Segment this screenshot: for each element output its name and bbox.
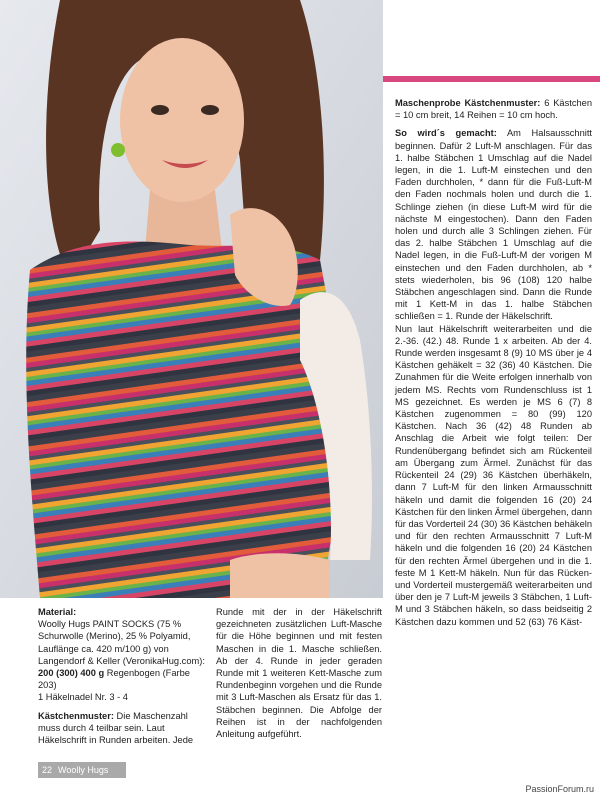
pattern-heading: Kästchenmuster: [38, 710, 114, 721]
gauge-paragraph [395, 97, 592, 121]
howto-heading: So wird´s gemacht: [395, 128, 497, 139]
page-footer [38, 762, 126, 778]
magazine-name: Woolly Hugs [58, 765, 109, 775]
continue-paragraph: Nun laut Häkelschrift weiterarbeiten und die 2.-36. (42.) 48. Runde 1 x arbeiten. Ab der 4. Runde werden insgesamt 8 (9) 10 MS über je 4 Kästchen gehäkelt = 32 (36) 40 Kästchen. Die Zunahmen für die Weite erfolgen innerhalb von jedem MS. Rechts vom Rundenschluss ist 1 MS gezeichnet. Es werden je MS 6 (7) 8 Kästchen zugenommen = 80 (99) 120 Kästchen. Nach 36 (42) 48 Runden ab Anschlag die Arbeit wie folgt teilen: Der Rundenübergang befindet sich am Rückenteil am Übergang zum Ärmel. Zunächst für das Rückenteil 24 (29) 36 Kästchen überhäkeln, dann 7 Luft-M für den linken Armausschnitt häkeln und damit die folgenden 16 (20) 24 Kästchen für den linken Ärmel übergehen, dann für das Vorderteil 24 (30) 36 Kästchen behäkeln und für den rechten Armausschnitt 7 Luft-M häkeln und die folgenden 16 (20) 24 Kästchen für den rechten Ärmel übergehen und in die 1. feste M 1 Kett-M häkeln. Nun für das Rücken- und Vorderteil mustergemäß weiterarbeiten und über den je 7 Luft-M jeweils 3 Stäbchen, 1 Luft-M und 3 Stäbchen häkeln, so dass beidseitig 2 Kästchen dazu kommen und 52 (63) 76 Käst- [395, 323, 592, 627]
pattern-paragraph [38, 710, 209, 747]
material-paragraph [38, 606, 209, 691]
product-photo [0, 0, 383, 598]
material-amount: 200 (300) 400 g [38, 668, 105, 679]
material-text: Woolly Hugs PAINT SOCKS (75 % Schurwolle (Merino), 25 % Polyamid, Lauflänge ca. 420 m/100 g) von Langendorf & Keller (VeronikaHug.com): [38, 619, 205, 666]
gauge-heading: Maschenprobe Kästchenmuster: [395, 98, 541, 108]
pattern-text: Die Maschenzahl muss durch 4 teilbar sein. Laut Häkelschrift in Runden arbeiten. Jede [38, 710, 194, 746]
howto-text: Am Halsausschnitt beginnen. Dafür 2 Luft-M anschlagen. Für das 1. halbe Stäbchen 1 Umschlag auf die Nadel legen, in die 1. Luft-M einstechen und den Faden durchholen, * dann für die Fuß-Luft-M den Faden nochmals holen und durch die 1. Schlinge ziehen (in diese Luft-M wird für die nächste M eingestochen). Dann den Faden holen und durch alle 3 Schlingen ziehen. Für das 2. halbe Stäbchen 1 Umschlag auf die Nadel legen, in die Fuß-Luft-M der vorigen M einstechen und den Faden durchholen, ab * stets wiederholen, bis 96 (108) 120 halbe Stäbchen angeschlagen sind. Dann die Runde mit 1 Kett-M in das 1. halbe Stäbchen schließen = 1. Runde der Häkelschrift. [395, 128, 592, 322]
material-heading: Material: [38, 607, 77, 617]
page-number: 22 [42, 765, 53, 775]
material-column [38, 606, 209, 752]
howto-paragraph [395, 127, 592, 322]
hook-text: 1 Häkelnadel Nr. 3 - 4 [38, 692, 128, 703]
material-color: Regenbogen (Farbe 203) [38, 668, 190, 691]
pattern-continued-column [216, 606, 382, 740]
pink-divider [383, 76, 600, 82]
woman-crochet-top-image [0, 0, 383, 598]
instructions-column [395, 97, 592, 634]
gauge-text: 6 Kästchen = 10 cm breit, 14 Reihen = 10 cm hoch. [395, 98, 592, 121]
pattern-continued-text: Runde mit der in der Häkelschrift gezeichneten zusätzlichen Luft-Masche für die Höhe beginnen und mit festen Maschen in die 1. Masche schließen. Ab der 4. Runde in jeder geraden Runde mit 1 weiteren Kett-Masche zum Rundenbeginn vorgehen und die Runde mit 3 Luft-Maschen als Ersatz für das 1. Stäbchen beginnen. Die Abfolge der Reihen ist in der nachfolgenden Anleitung aufgeführt. [216, 607, 382, 740]
watermark: PassionForum.ru [525, 784, 594, 794]
